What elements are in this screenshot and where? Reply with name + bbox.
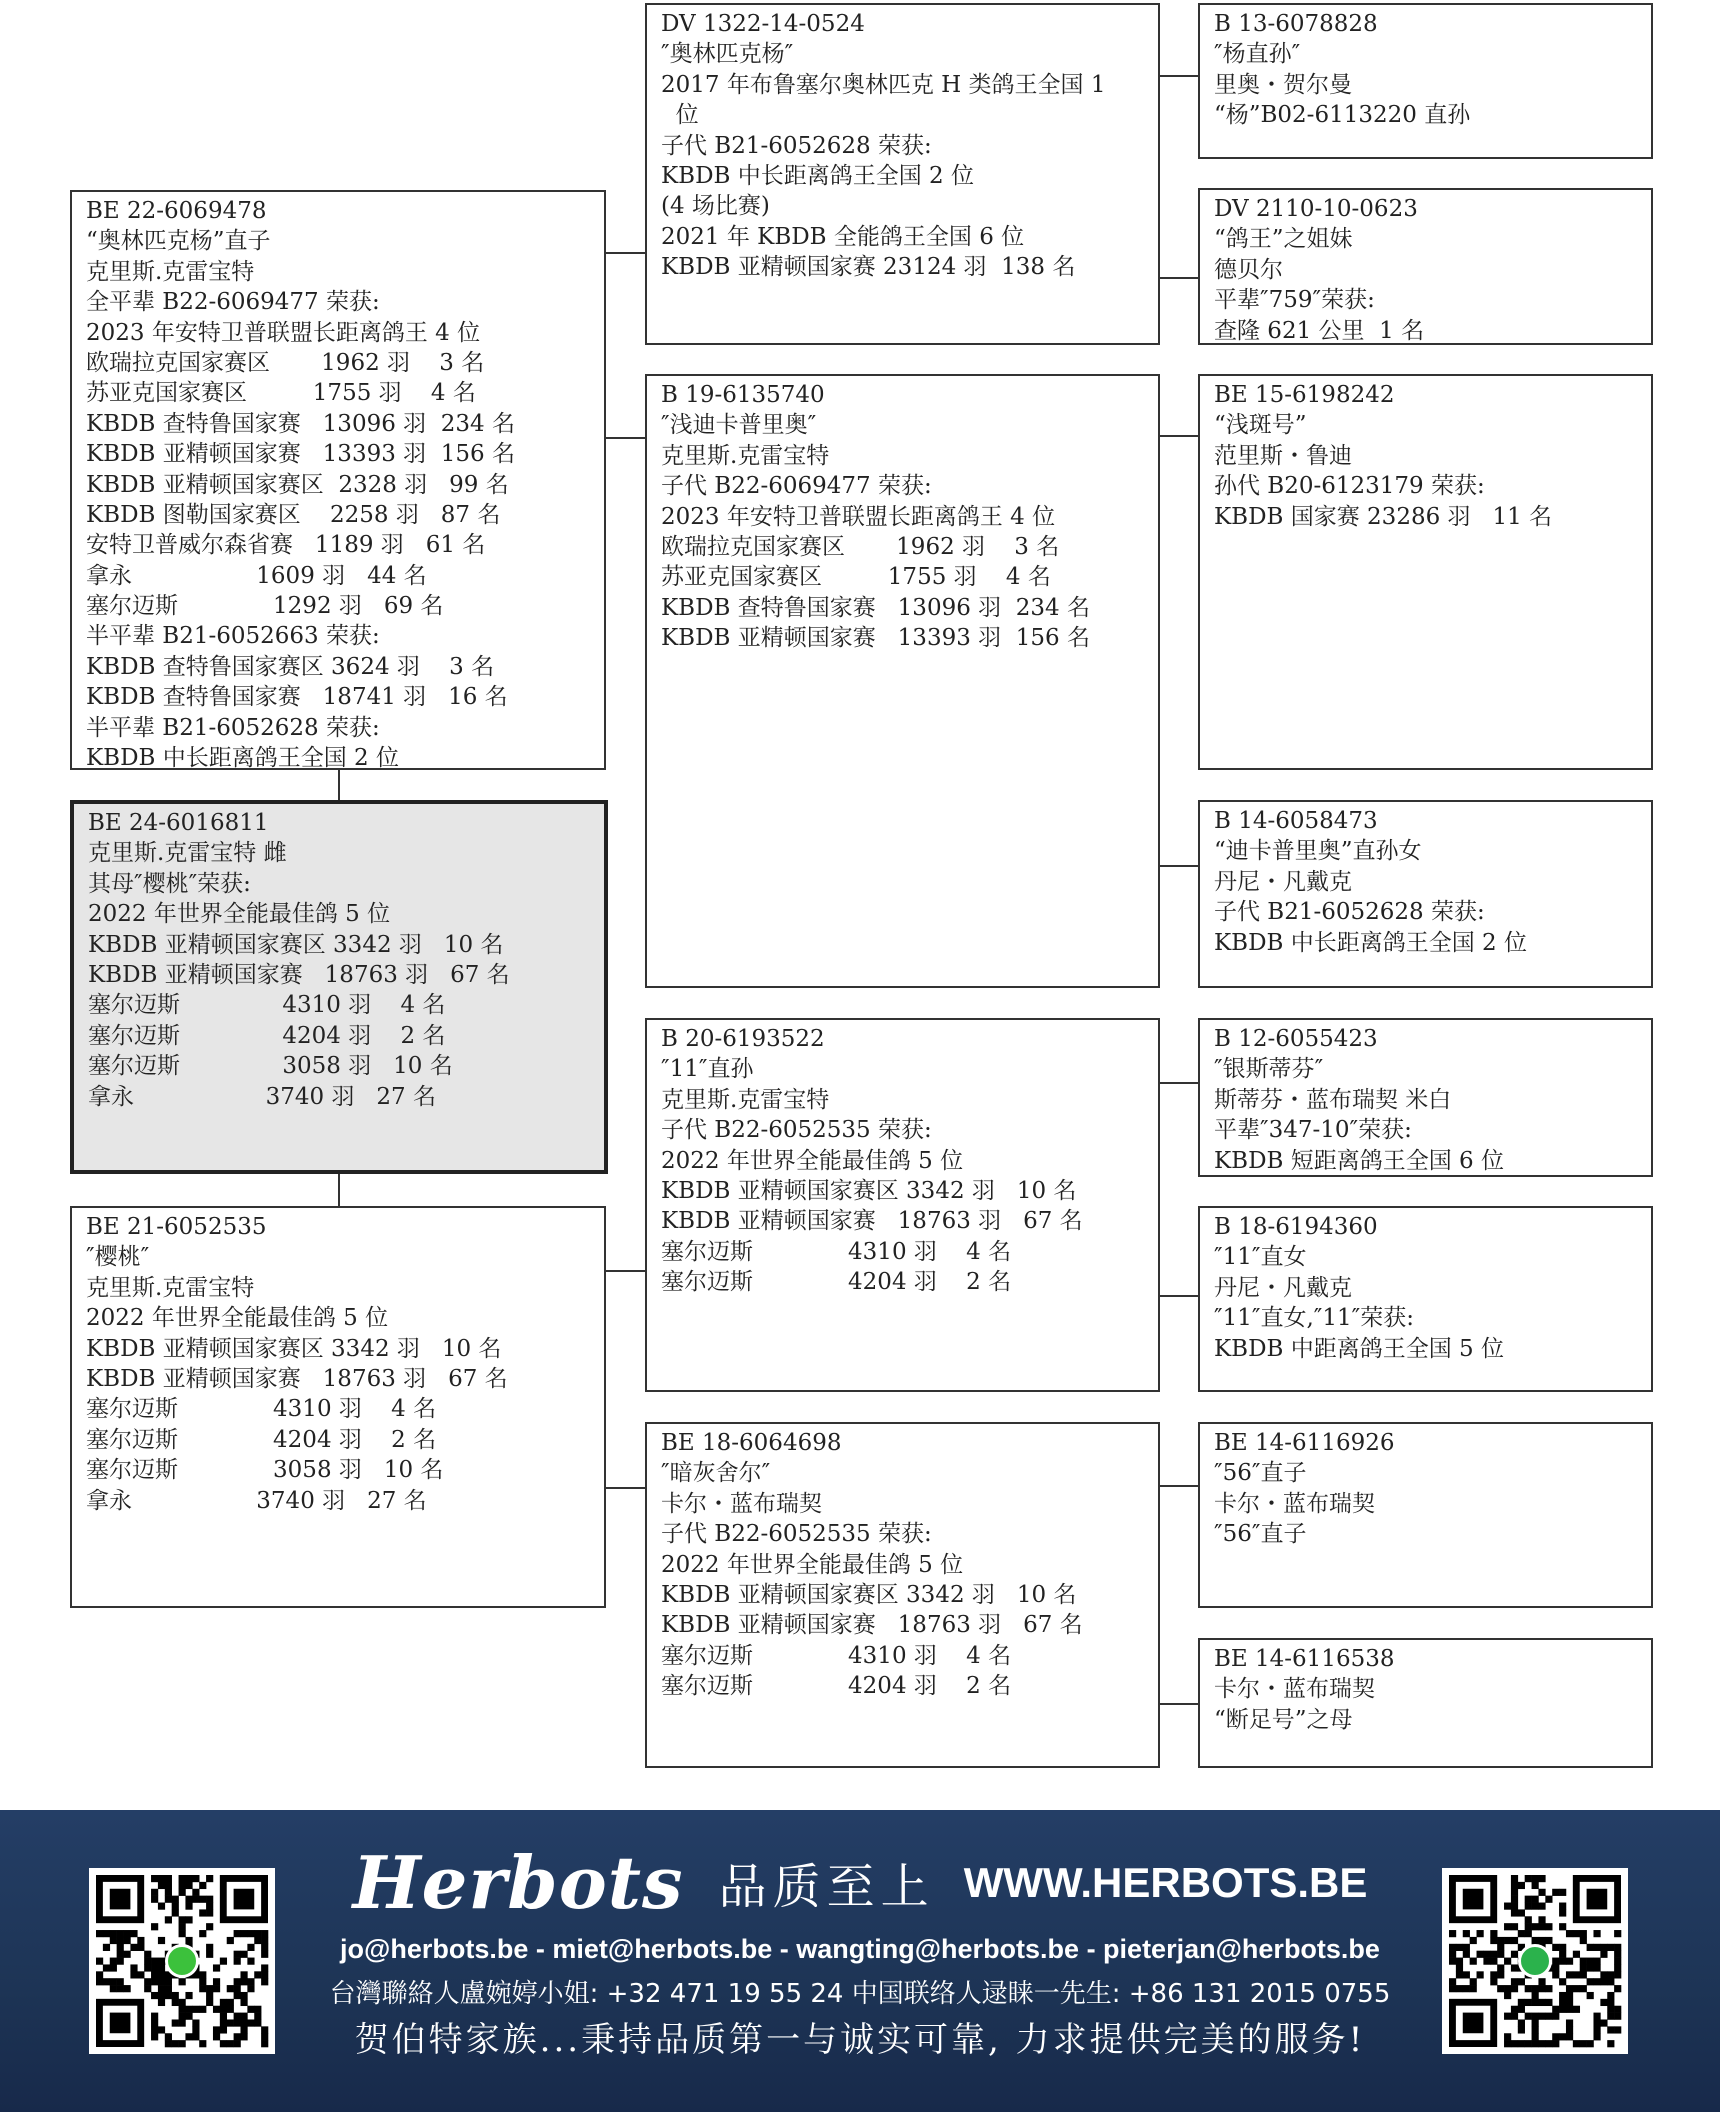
sire-sire-card [645,3,1160,345]
card-line: 丹尼・凡戴克 [1214,868,1352,895]
card-line: 德贝尔 [1214,256,1283,283]
card-line: 安特卫普威尔森省赛 1189 羽 61 名 [86,532,486,559]
card-line: KBDB 亚精顿国家赛区 3342 羽 10 名 [661,1177,1077,1204]
connector-line [604,252,646,254]
card-line: KBDB 中长距离鸽王全国 2 位 [661,162,974,189]
card-line: 塞尔迈斯 4310 羽 4 名 [88,992,446,1019]
connector-line [1158,865,1200,867]
card-line: “鸽王”之姐妹 [1214,226,1353,253]
card-line: 2022 年世界全能最佳鸽 5 位 [86,1305,389,1332]
sss-card [1198,3,1653,159]
card-line: “断足号”之母 [1214,1706,1353,1733]
card-line: 全平辈 B22-6069477 荣获: [86,289,380,316]
connector-line [1158,277,1200,279]
sire-dam-card [645,374,1160,988]
card-line: 子代 B21-6052628 荣获: [661,132,932,159]
connector-line [1158,1485,1200,1487]
card-line: 斯蒂芬・蓝布瑞契 米白 [1214,1086,1452,1113]
brand-row [0,1840,1720,1925]
email-list[interactable]: jo@herbots.be - miet@herbots.be - wangting@herbots.be - pieterjan@herbots.be [340,1934,1380,1964]
card-line: ″56″直子 [1214,1521,1307,1548]
card-line: ″暗灰舍尔″ [661,1460,771,1487]
subject-card [70,800,608,1174]
card-line: 平辈″347-10″荣获: [1214,1117,1412,1144]
card-line: 范里斯・鲁迪 [1214,442,1352,469]
card-line: 克里斯.克雷宝特 [86,1274,255,1301]
card-line: 平辈″759″荣获: [1214,287,1375,314]
card-line: 塞尔迈斯 4204 羽 2 名 [661,1269,1012,1296]
connector-line [604,437,646,439]
card-line: 2017 年布鲁塞尔奥林匹克 H 类鸽王全国 1 [661,71,1106,98]
ring-number: B 18-6194360 [1214,1214,1378,1240]
card-line: 克里斯.克雷宝特 雌 [88,840,287,867]
card-line: 欧瑞拉克国家赛区 1962 羽 3 名 [661,533,1060,560]
ring-number: BE 22-6069478 [86,198,267,224]
card-line: 欧瑞拉克国家赛区 1962 羽 3 名 [86,349,485,376]
card-line: 半平辈 B21-6052628 荣获: [86,714,380,741]
card-line: KBDB 亚精顿国家赛 23124 羽 138 名 [661,254,1076,281]
card-line: ″奥林匹克杨″ [661,41,794,68]
card-line: 2021 年 KBDB 全能鸽王全国 6 位 [661,223,1025,250]
ring-number: B 12-6055423 [1214,1026,1378,1052]
card-line: “迪卡普里奥”直孙女 [1214,838,1422,865]
contact-numbers: 台灣聯絡人盧婉婷小姐: +32 471 19 55 24 中国联络人逯睐一先生: +86 131 2015 0755 [329,1979,1391,2009]
card-line: 苏亚克国家赛区 1755 羽 4 名 [661,564,1051,591]
card-line: 塞尔迈斯 3058 羽 10 名 [88,1053,453,1080]
connector-line [338,1170,340,1208]
card-line: ″56″直子 [1214,1460,1307,1487]
ring-number: DV 2110-10-0623 [1214,196,1418,222]
connector-line [1158,1295,1200,1297]
ring-number: B 13-6078828 [1214,11,1378,37]
sdd-card [1198,800,1653,988]
card-line: KBDB 短距离鸽王全国 6 位 [1214,1147,1504,1174]
card-line: 2022 年世界全能最佳鸽 5 位 [661,1147,964,1174]
card-line: ″11″直孙 [661,1056,754,1083]
dam-dam-card [645,1422,1160,1768]
ring-number: BE 24-6016811 [88,810,269,836]
connector-line [604,1487,646,1489]
ring-number: BE 21-6052535 [86,1214,267,1240]
card-line: 塞尔迈斯 1292 羽 69 名 [86,593,444,620]
dds-card [1198,1422,1653,1608]
card-line: KBDB 亚精顿国家赛 18763 羽 67 名 [661,1208,1083,1235]
card-line: 塞尔迈斯 3058 羽 10 名 [86,1457,444,1484]
connector-line [1158,1082,1200,1084]
card-line: 拿永 3740 羽 27 名 [88,1083,436,1110]
sds-card [1198,374,1653,770]
motto: 贺伯特家族...秉持品质第一与诚实可靠, 力求提供完美的服务! [354,2020,1366,2060]
card-line: KBDB 查特鲁国家赛区 3624 羽 3 名 [86,653,495,680]
card-line: KBDB 亚精顿国家赛区 3342 羽 10 名 [86,1335,502,1362]
card-line: ″11″直女,″11″荣获: [1214,1305,1414,1332]
slogan: 品质至上 [718,1859,935,1915]
card-line: ″银斯蒂芬″ [1214,1056,1324,1083]
card-line: KBDB 亚精顿国家赛 13393 羽 156 名 [661,625,1090,652]
card-line: “浅斑号” [1214,412,1307,439]
card-line: 塞尔迈斯 4310 羽 4 名 [86,1396,437,1423]
card-line: ″浅迪卡普里奥″ [661,412,817,439]
card-line: 拿永 3740 羽 27 名 [86,1487,427,1514]
card-line: KBDB 亚精顿国家赛区 3342 羽 10 名 [88,931,504,958]
card-line: 子代 B22-6052535 荣获: [661,1521,932,1548]
card-line: ″樱桃″ [86,1244,150,1271]
ring-number: B 14-6058473 [1214,808,1378,834]
sire-card [70,190,606,770]
card-line: KBDB 中长距离鸽王全国 2 位 [1214,929,1527,956]
card-line: 塞尔迈斯 4204 羽 2 名 [86,1426,437,1453]
card-line: 克里斯.克雷宝特 [86,258,255,285]
card-line: 卡尔・蓝布瑞契 [661,1490,822,1517]
card-line: “杨”B02-6113220 直孙 [1214,102,1471,129]
card-line: KBDB 图勒国家赛区 2258 羽 87 名 [86,501,501,528]
card-line: KBDB 亚精顿国家赛区 2328 羽 99 名 [86,471,509,498]
card-line: 塞尔迈斯 4204 羽 2 名 [661,1673,1012,1700]
card-line: 拿永 1609 羽 44 名 [86,562,427,589]
ring-number: B 20-6193522 [661,1026,825,1052]
connector-line [338,768,340,802]
card-line: KBDB 亚精顿国家赛区 3342 羽 10 名 [661,1581,1077,1608]
connector-line [1158,435,1200,437]
card-line: ″杨直孙″ [1214,41,1301,68]
card-line: KBDB 亚精顿国家赛 13393 羽 156 名 [86,441,515,468]
card-line: 2023 年安特卫普联盟长距离鸽王 4 位 [661,503,1056,530]
card-line: KBDB 亚精顿国家赛 18763 羽 67 名 [88,961,510,988]
card-line: KBDB 中长距离鸽王全国 2 位 [86,745,399,770]
card-line: 卡尔・蓝布瑞契 [1214,1676,1375,1703]
ring-number: BE 18-6064698 [661,1430,842,1456]
card-line: KBDB 亚精顿国家赛 18763 羽 67 名 [86,1365,508,1392]
card-line: 孙代 B20-6123179 荣获: [1214,473,1485,500]
card-line: 半平辈 B21-6052663 荣获: [86,623,380,650]
card-line: 其母″樱桃″荣获: [88,870,251,897]
card-line: 2023 年安特卫普联盟长距离鸽王 4 位 [86,319,481,346]
ring-number: BE 14-6116538 [1214,1646,1395,1672]
ring-number: B 19-6135740 [661,382,825,408]
card-line: 2022 年世界全能最佳鸽 5 位 [88,901,391,928]
connector-line [1158,1703,1200,1705]
card-line: 塞尔迈斯 4204 羽 2 名 [88,1022,446,1049]
dsd-card [1198,1206,1653,1392]
card-line: 塞尔迈斯 4310 羽 4 名 [661,1642,1012,1669]
ring-number: BE 14-6116926 [1214,1430,1395,1456]
connector-line [604,1270,646,1272]
card-line: 卡尔・蓝布瑞契 [1214,1490,1375,1517]
ddd-card [1198,1638,1653,1768]
card-line: 子代 B22-6052535 荣获: [661,1117,932,1144]
card-line: 塞尔迈斯 4310 羽 4 名 [661,1238,1012,1265]
ring-number: BE 15-6198242 [1214,382,1395,408]
card-line: (4 场比赛) [661,193,770,220]
card-line: 苏亚克国家赛区 1755 羽 4 名 [86,380,476,407]
card-line: 里奥・贺尔曼 [1214,71,1352,98]
dam-sire-card [645,1018,1160,1392]
card-line: 丹尼・凡戴克 [1214,1274,1352,1301]
connector-line [1158,75,1200,77]
card-line: KBDB 国家赛 23286 羽 11 名 [1214,503,1553,530]
card-line: 子代 B21-6052628 荣获: [1214,899,1485,926]
ring-number: DV 1322-14-0524 [661,11,865,37]
dss-card [1198,1018,1653,1177]
card-line: 克里斯.克雷宝特 [661,442,830,469]
card-line: KBDB 亚精顿国家赛 18763 羽 67 名 [661,1612,1083,1639]
card-line: “奥林匹克杨”直子 [86,228,271,255]
card-line: KBDB 查特鲁国家赛 13096 羽 234 名 [86,410,515,437]
ssd-card [1198,188,1653,345]
card-line: KBDB 中距离鸽王全国 5 位 [1214,1335,1504,1362]
card-line: 子代 B22-6069477 荣获: [661,473,932,500]
website-link[interactable]: WWW.HERBOTS.BE [963,1858,1368,1906]
card-line: ″11″直女 [1214,1244,1307,1271]
card-line: 2022 年世界全能最佳鸽 5 位 [661,1551,964,1578]
card-line: 位 [661,102,699,129]
card-line: 克里斯.克雷宝特 [661,1086,830,1113]
card-line: 查隆 621 公里 1 名 [1214,317,1425,344]
card-line: KBDB 查特鲁国家赛 18741 羽 16 名 [86,684,508,711]
dam-card [70,1206,606,1608]
herbots-logo: Herbots [352,1840,684,1925]
card-line: KBDB 查特鲁国家赛 13096 羽 234 名 [661,594,1090,621]
